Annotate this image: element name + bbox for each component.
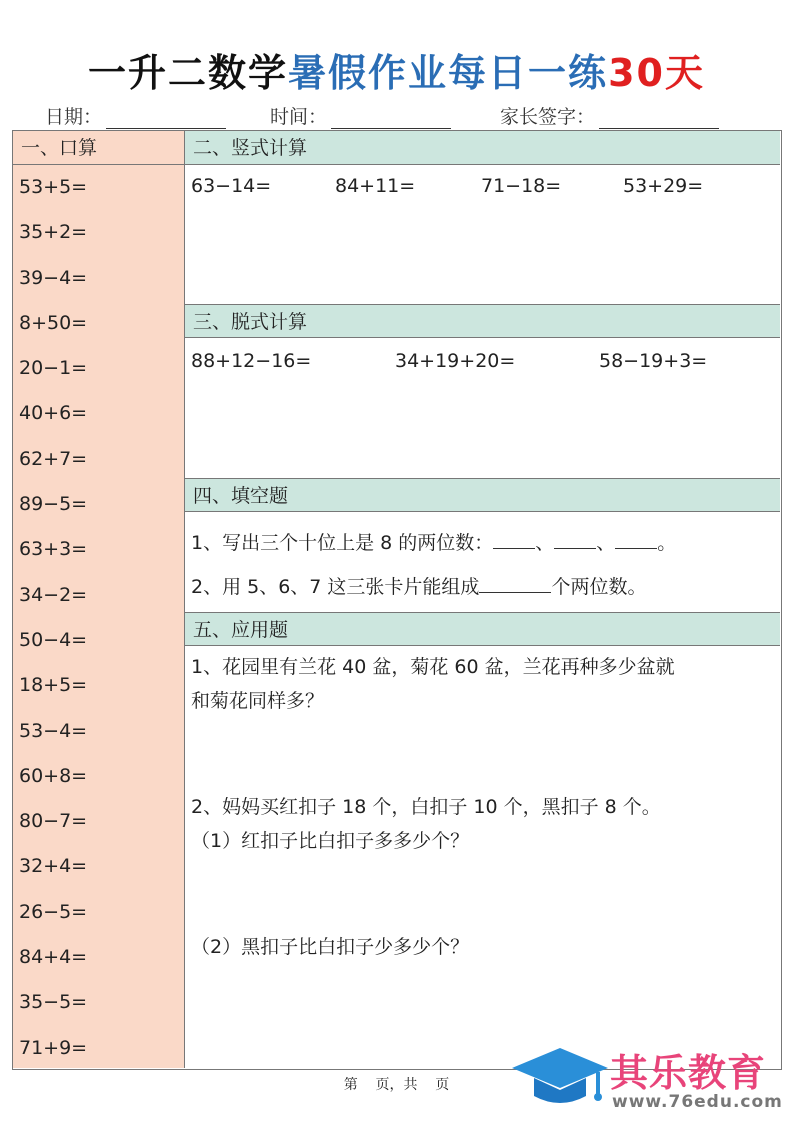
oral-item[interactable]: 26−5= <box>19 900 88 923</box>
vertical-item[interactable]: 84+11= <box>335 175 416 197</box>
fill-q1-sep: 、 <box>596 532 616 554</box>
title-part3: 30天 <box>608 51 705 95</box>
date-field <box>45 102 226 129</box>
page-title <box>0 42 793 97</box>
brand-logo <box>510 1042 790 1117</box>
step-item[interactable]: 34+19+20= <box>395 350 516 372</box>
fill-question-1 <box>191 526 676 560</box>
brand-name: 其乐教育 <box>610 1051 767 1095</box>
fill-q2-text-b: 个两位数。 <box>551 576 647 598</box>
date-label: 日期： <box>45 106 103 128</box>
fill-q2-blank[interactable] <box>479 572 551 593</box>
fill-section <box>185 514 780 612</box>
fill-heading: 四、填空题 <box>185 478 780 512</box>
step-heading: 三、脱式计算 <box>185 304 780 338</box>
vertical-heading: 二、竖式计算 <box>185 131 780 165</box>
fill-q1-text: 1、写出三个十位上是 8 的两位数： <box>191 532 494 554</box>
word-q1-line2: 和菊花同样多？ <box>191 690 325 712</box>
oral-item[interactable]: 32+4= <box>19 855 88 878</box>
meta-row <box>45 102 755 130</box>
time-label: 时间： <box>270 106 328 128</box>
vertical-item[interactable]: 63−14= <box>191 175 272 197</box>
oral-item[interactable]: 84+4= <box>19 946 88 969</box>
word-section <box>185 648 780 1068</box>
oral-item[interactable]: 39−4= <box>19 266 88 289</box>
oral-item[interactable]: 8+50= <box>19 311 88 334</box>
oral-item[interactable]: 35+2= <box>19 221 88 244</box>
title-part1: 一升二数学 <box>88 51 289 95</box>
oral-heading: 一、口算 <box>13 131 184 165</box>
oral-item[interactable]: 63+3= <box>19 538 88 561</box>
brand-url[interactable]: www.76edu.com <box>612 1092 783 1112</box>
vertical-section <box>185 165 780 304</box>
page-footer: 第 页，共 页 <box>343 1077 450 1093</box>
word-q2-sub1: （1）红扣子比白扣子多多少个？ <box>191 830 470 852</box>
word-heading: 五、应用题 <box>185 612 780 646</box>
oral-item[interactable]: 18+5= <box>19 674 88 697</box>
fill-q1-blank-1[interactable] <box>493 528 535 549</box>
fill-q1-blank-3[interactable] <box>615 528 657 549</box>
fill-q1-blank-2[interactable] <box>554 528 596 549</box>
oral-item[interactable]: 20−1= <box>19 357 88 380</box>
step-item[interactable]: 58−19+3= <box>599 350 708 372</box>
time-field <box>270 102 451 129</box>
fill-q1-sep: 、 <box>535 532 555 554</box>
oral-item[interactable]: 34−2= <box>19 583 88 606</box>
time-blank[interactable] <box>331 110 451 129</box>
oral-item[interactable]: 71+9= <box>19 1036 88 1059</box>
oral-item[interactable]: 89−5= <box>19 493 88 516</box>
vertical-item[interactable]: 71−18= <box>481 175 562 197</box>
title-part2: 暑假作业每日一练 <box>288 51 609 95</box>
oral-item[interactable]: 53−4= <box>19 719 88 742</box>
fill-question-2 <box>191 570 646 604</box>
parent-label: 家长签字： <box>500 106 596 128</box>
parent-blank[interactable] <box>599 110 719 129</box>
step-section <box>185 340 780 478</box>
fill-q1-end: 。 <box>657 532 677 554</box>
step-item[interactable]: 88+12−16= <box>191 350 312 372</box>
fill-q2-text-a: 2、用 5、6、7 这三张卡片能组成 <box>191 576 480 598</box>
graduation-cap-icon <box>510 1044 610 1114</box>
oral-item[interactable]: 80−7= <box>19 810 88 833</box>
oral-item[interactable]: 62+7= <box>19 447 88 470</box>
worksheet <box>12 130 782 1070</box>
oral-item[interactable]: 53+5= <box>19 176 88 198</box>
word-q2-sub2: （2）黑扣子比白扣子少多少个？ <box>191 936 470 958</box>
right-column <box>185 131 780 1068</box>
word-q2: 2、妈妈买红扣子 18 个，白扣子 10 个，黑扣子 8 个。 <box>191 796 661 818</box>
oral-item[interactable]: 40+6= <box>19 402 88 425</box>
word-q1-line1: 1、花园里有兰花 40 盆，菊花 60 盆，兰花再种多少盆就 <box>191 656 675 678</box>
oral-list <box>13 165 184 1071</box>
oral-section <box>13 131 185 1068</box>
date-blank[interactable] <box>106 110 226 129</box>
oral-item[interactable]: 50−4= <box>19 628 88 651</box>
parent-field <box>500 102 719 129</box>
vertical-item[interactable]: 53+29= <box>623 175 704 197</box>
oral-item[interactable]: 35−5= <box>19 991 88 1014</box>
oral-item[interactable]: 60+8= <box>19 764 88 787</box>
